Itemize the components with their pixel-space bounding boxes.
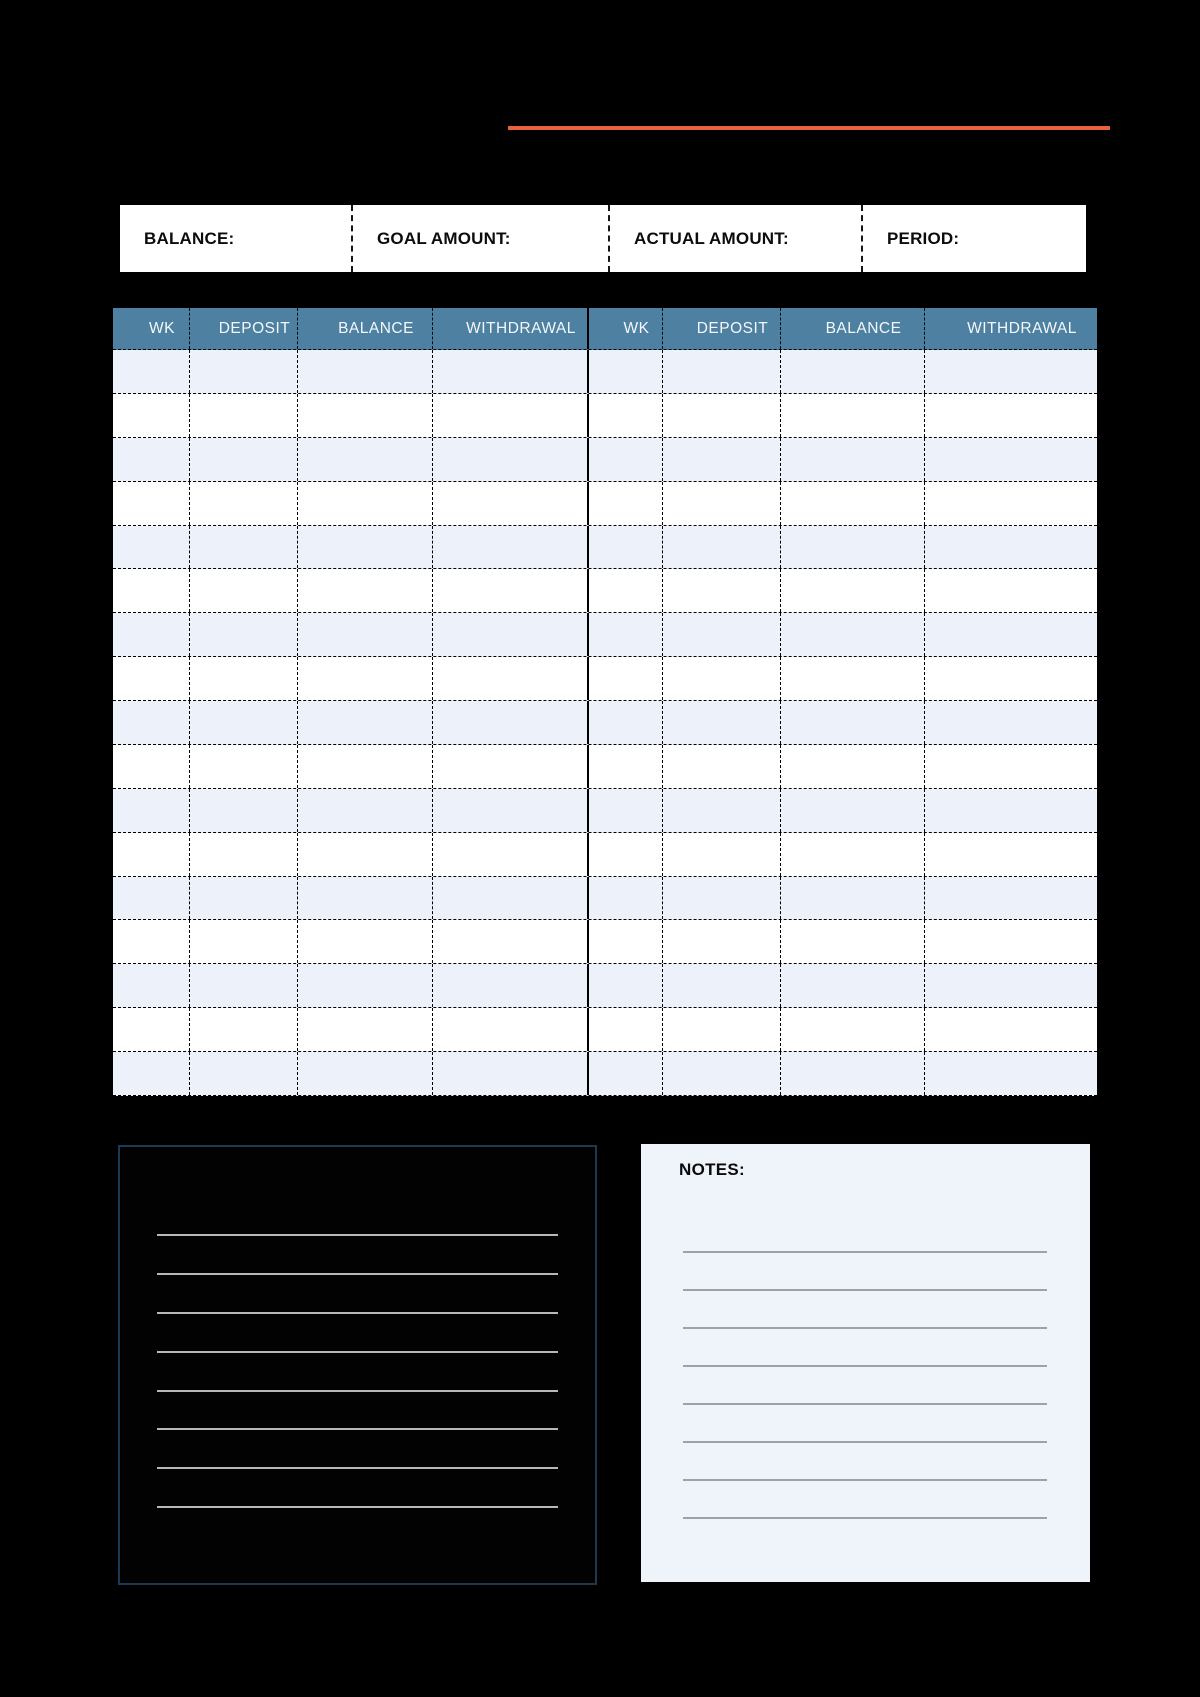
table-cell-wk[interactable] [113, 701, 190, 744]
notes-line [683, 1251, 1047, 1253]
table-cell-wk[interactable] [589, 526, 663, 569]
table-cell-deposit[interactable] [663, 920, 781, 963]
table-cell-withdrawal[interactable] [925, 526, 1097, 569]
write-line [157, 1312, 558, 1314]
table-cell-withdrawal[interactable] [433, 526, 589, 569]
table-cell-balance[interactable] [298, 1008, 433, 1051]
table-cell-deposit[interactable] [663, 394, 781, 437]
table-cell-deposit[interactable] [663, 789, 781, 832]
table-cell-withdrawal[interactable] [925, 920, 1097, 963]
table-cell-balance[interactable] [781, 526, 925, 569]
balance-value-input[interactable] [234, 205, 351, 272]
write-line [157, 1506, 558, 1508]
goal-amount-field [353, 205, 610, 272]
col-header-balance-2: BALANCE [781, 308, 925, 349]
accent-divider-line [508, 126, 1110, 130]
table-row [113, 701, 1097, 745]
table-cell-withdrawal[interactable] [925, 833, 1097, 876]
table-cell-balance[interactable] [298, 1052, 433, 1095]
table-cell-deposit[interactable] [190, 482, 298, 525]
table-body [113, 350, 1097, 1096]
summary-bar [120, 205, 1086, 272]
table-cell-wk[interactable] [113, 1008, 190, 1051]
table-cell-withdrawal[interactable] [433, 657, 589, 700]
table-cell-withdrawal[interactable] [925, 657, 1097, 700]
table-cell-wk[interactable] [589, 877, 663, 920]
write-in-panel [118, 1145, 597, 1585]
table-cell-wk[interactable] [589, 569, 663, 612]
table-cell-wk[interactable] [589, 920, 663, 963]
table-cell-deposit[interactable] [663, 613, 781, 656]
actual-amount-label: ACTUAL AMOUNT: [634, 228, 789, 248]
table-cell-deposit[interactable] [190, 350, 298, 393]
actual-amount-value-input[interactable] [789, 205, 861, 272]
table-cell-wk[interactable] [113, 1052, 190, 1095]
table-cell-wk[interactable] [589, 833, 663, 876]
period-value-input[interactable] [959, 205, 1086, 272]
table-cell-wk[interactable] [589, 745, 663, 788]
table-cell-withdrawal[interactable] [925, 1008, 1097, 1051]
table-cell-balance[interactable] [298, 526, 433, 569]
notes-line [683, 1441, 1047, 1443]
table-cell-balance[interactable] [298, 745, 433, 788]
notes-line [683, 1365, 1047, 1367]
table-cell-balance[interactable] [781, 745, 925, 788]
table-row [113, 789, 1097, 833]
table-cell-deposit[interactable] [663, 701, 781, 744]
table-cell-balance[interactable] [781, 701, 925, 744]
table-cell-balance[interactable] [298, 701, 433, 744]
table-cell-balance[interactable] [298, 833, 433, 876]
table-cell-deposit[interactable] [190, 877, 298, 920]
table-cell-wk[interactable] [589, 350, 663, 393]
period-label: PERIOD: [887, 228, 960, 248]
table-cell-deposit[interactable] [663, 526, 781, 569]
table-cell-wk[interactable] [589, 394, 663, 437]
table-cell-withdrawal[interactable] [433, 833, 589, 876]
table-cell-wk[interactable] [589, 657, 663, 700]
table-row [113, 833, 1097, 877]
table-cell-deposit[interactable] [663, 1052, 781, 1095]
table-cell-deposit[interactable] [663, 833, 781, 876]
table-cell-deposit[interactable] [663, 745, 781, 788]
col-header-deposit-2: DEPOSIT [663, 308, 781, 349]
table-cell-deposit[interactable] [663, 350, 781, 393]
table-cell-deposit[interactable] [190, 1052, 298, 1095]
table-cell-balance[interactable] [298, 789, 433, 832]
table-cell-balance[interactable] [781, 350, 925, 393]
balance-field [120, 205, 353, 272]
table-cell-withdrawal[interactable] [433, 701, 589, 744]
table-cell-balance[interactable] [781, 920, 925, 963]
table-cell-wk[interactable] [589, 482, 663, 525]
table-row [113, 877, 1097, 921]
table-cell-deposit[interactable] [190, 920, 298, 963]
table-cell-wk[interactable] [113, 394, 190, 437]
table-cell-deposit[interactable] [663, 482, 781, 525]
actual-amount-field [610, 205, 863, 272]
notes-line [683, 1289, 1047, 1291]
table-cell-balance[interactable] [298, 569, 433, 612]
table-cell-wk[interactable] [113, 833, 190, 876]
table-row [113, 438, 1097, 482]
table-cell-deposit[interactable] [663, 964, 781, 1007]
write-line [157, 1273, 558, 1275]
notes-label: NOTES: [679, 1160, 746, 1179]
col-header-wk-1: WK [113, 308, 190, 349]
table-cell-balance[interactable] [298, 877, 433, 920]
table-cell-deposit[interactable] [663, 1008, 781, 1051]
table-cell-deposit[interactable] [190, 701, 298, 744]
table-row [113, 613, 1097, 657]
table-row [113, 569, 1097, 613]
notes-lines [683, 1251, 1047, 1555]
table-cell-deposit[interactable] [190, 1008, 298, 1051]
table-cell-wk[interactable] [113, 964, 190, 1007]
table-row [113, 394, 1097, 438]
write-line [157, 1467, 558, 1469]
table-cell-wk[interactable] [113, 613, 190, 656]
table-cell-wk[interactable] [589, 613, 663, 656]
table-cell-withdrawal[interactable] [925, 964, 1097, 1007]
table-cell-balance[interactable] [298, 350, 433, 393]
table-cell-withdrawal[interactable] [433, 1008, 589, 1051]
table-cell-withdrawal[interactable] [433, 482, 589, 525]
notes-line [683, 1517, 1047, 1519]
table-cell-deposit[interactable] [190, 789, 298, 832]
table-cell-wk[interactable] [113, 745, 190, 788]
col-header-wk-2: WK [589, 308, 663, 349]
table-cell-withdrawal[interactable] [925, 877, 1097, 920]
table-row [113, 745, 1097, 789]
table-cell-withdrawal[interactable] [925, 438, 1097, 481]
table-cell-deposit[interactable] [663, 877, 781, 920]
table-header-row [113, 308, 1097, 350]
table-cell-withdrawal[interactable] [925, 569, 1097, 612]
table-row [113, 350, 1097, 394]
table-cell-withdrawal[interactable] [433, 920, 589, 963]
table-cell-wk[interactable] [113, 350, 190, 393]
table-row [113, 1008, 1097, 1052]
balance-label: BALANCE: [144, 228, 235, 248]
table-cell-balance[interactable] [781, 657, 925, 700]
table-cell-balance[interactable] [298, 964, 433, 1007]
table-cell-balance[interactable] [298, 613, 433, 656]
savings-tracker-table [113, 308, 1097, 1096]
table-cell-balance[interactable] [781, 1008, 925, 1051]
table-cell-deposit[interactable] [663, 569, 781, 612]
table-cell-withdrawal[interactable] [433, 438, 589, 481]
table-cell-wk[interactable] [589, 438, 663, 481]
period-field [863, 205, 1086, 272]
table-cell-wk[interactable] [113, 877, 190, 920]
table-cell-withdrawal[interactable] [925, 1052, 1097, 1095]
table-cell-balance[interactable] [298, 657, 433, 700]
col-header-withdrawal-1: WITHDRAWAL [433, 308, 589, 349]
table-cell-deposit[interactable] [190, 613, 298, 656]
table-cell-withdrawal[interactable] [925, 613, 1097, 656]
table-cell-wk[interactable] [589, 701, 663, 744]
notes-line [683, 1479, 1047, 1481]
table-cell-wk[interactable] [589, 964, 663, 1007]
table-cell-deposit[interactable] [190, 833, 298, 876]
table-cell-withdrawal[interactable] [925, 350, 1097, 393]
table-cell-balance[interactable] [781, 613, 925, 656]
table-cell-balance[interactable] [781, 877, 925, 920]
goal-amount-label: GOAL AMOUNT: [377, 228, 511, 248]
goal-amount-value-input[interactable] [511, 205, 608, 272]
table-cell-balance[interactable] [781, 789, 925, 832]
table-cell-withdrawal[interactable] [433, 569, 589, 612]
table-cell-wk[interactable] [589, 789, 663, 832]
table-row [113, 964, 1097, 1008]
table-row [113, 482, 1097, 526]
table-cell-wk[interactable] [113, 920, 190, 963]
table-cell-balance[interactable] [298, 438, 433, 481]
table-cell-balance[interactable] [781, 1052, 925, 1095]
table-row [113, 526, 1097, 570]
table-cell-withdrawal[interactable] [433, 745, 589, 788]
table-cell-balance[interactable] [298, 482, 433, 525]
table-cell-wk[interactable] [589, 1008, 663, 1051]
col-header-withdrawal-2: WITHDRAWAL [967, 319, 1077, 337]
table-cell-wk[interactable] [113, 438, 190, 481]
notes-panel [641, 1144, 1090, 1582]
table-cell-deposit[interactable] [663, 657, 781, 700]
write-line [157, 1351, 558, 1353]
write-lines [157, 1234, 558, 1545]
table-cell-withdrawal[interactable] [433, 613, 589, 656]
table-cell-withdrawal[interactable] [925, 394, 1097, 437]
table-cell-wk[interactable] [113, 569, 190, 612]
table-row [113, 920, 1097, 964]
table-cell-deposit[interactable] [190, 657, 298, 700]
table-row [113, 657, 1097, 701]
table-cell-balance[interactable] [781, 438, 925, 481]
table-cell-withdrawal[interactable] [925, 789, 1097, 832]
table-cell-withdrawal[interactable] [433, 394, 589, 437]
table-cell-balance[interactable] [781, 482, 925, 525]
table-cell-deposit[interactable] [190, 745, 298, 788]
table-row [113, 1052, 1097, 1096]
write-line [157, 1428, 558, 1430]
table-cell-balance[interactable] [781, 394, 925, 437]
table-cell-withdrawal[interactable] [433, 877, 589, 920]
table-cell-withdrawal[interactable] [925, 701, 1097, 744]
table-cell-deposit[interactable] [190, 394, 298, 437]
notes-line [683, 1327, 1047, 1329]
table-cell-withdrawal[interactable] [433, 1052, 589, 1095]
table-cell-wk[interactable] [113, 789, 190, 832]
write-line [157, 1390, 558, 1392]
table-cell-withdrawal[interactable] [925, 745, 1097, 788]
table-cell-deposit[interactable] [190, 438, 298, 481]
table-cell-wk[interactable] [589, 1052, 663, 1095]
table-cell-balance[interactable] [298, 394, 433, 437]
col-header-balance-1: BALANCE [298, 308, 433, 349]
table-cell-wk[interactable] [113, 657, 190, 700]
table-cell-withdrawal[interactable] [433, 789, 589, 832]
table-cell-deposit[interactable] [190, 569, 298, 612]
col-header-deposit-1: DEPOSIT [190, 308, 298, 349]
table-cell-wk[interactable] [113, 482, 190, 525]
table-cell-balance[interactable] [781, 964, 925, 1007]
table-cell-balance[interactable] [298, 920, 433, 963]
table-cell-withdrawal[interactable] [433, 964, 589, 1007]
table-cell-deposit[interactable] [190, 964, 298, 1007]
notes-line [683, 1403, 1047, 1405]
table-cell-balance[interactable] [781, 833, 925, 876]
table-cell-balance[interactable] [781, 569, 925, 612]
table-cell-withdrawal[interactable] [925, 482, 1097, 525]
write-line [157, 1234, 558, 1236]
table-cell-deposit[interactable] [190, 526, 298, 569]
table-cell-withdrawal[interactable] [433, 350, 589, 393]
table-cell-deposit[interactable] [663, 438, 781, 481]
table-cell-wk[interactable] [113, 526, 190, 569]
